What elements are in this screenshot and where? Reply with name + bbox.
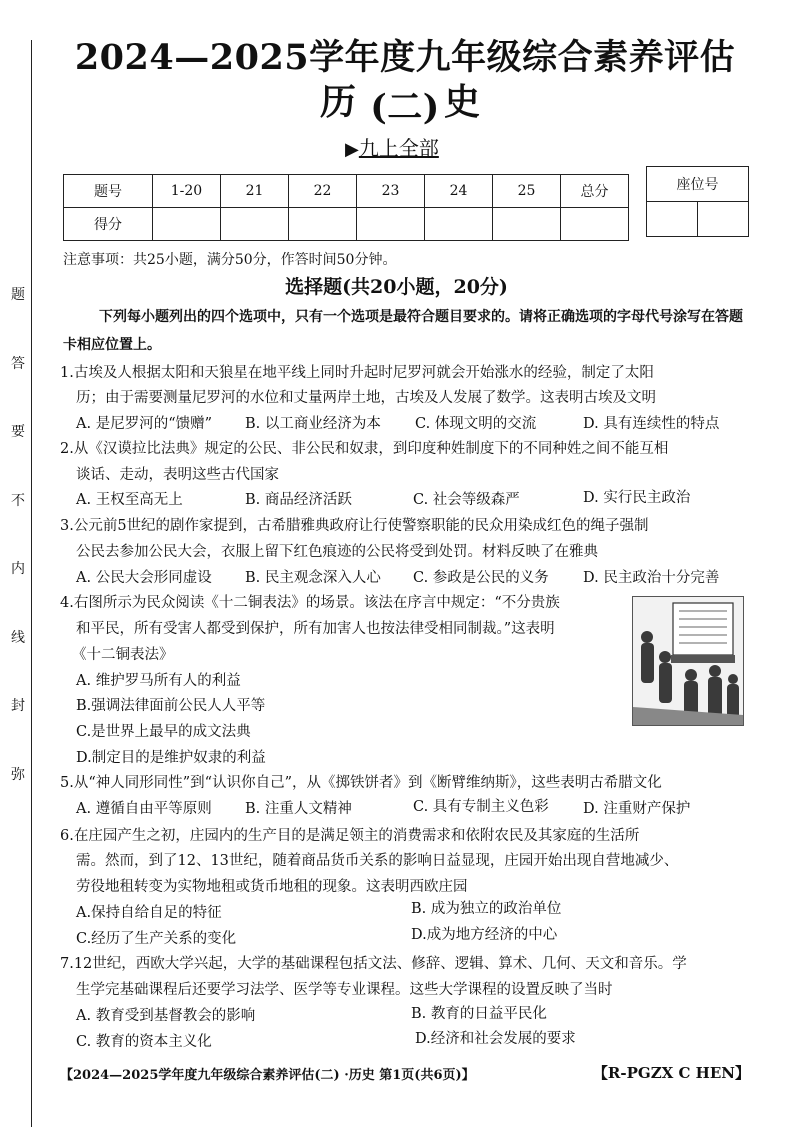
- question-7-text: 7.12世纪，西欧大学兴起，大学的基础课程包括文法、修辞、逻辑、算术、几何、天文和音乐。学: [60, 956, 687, 972]
- section-title: 选择题(共20小题，20分): [285, 276, 508, 298]
- option-d[interactable]: D. 实行民主政治: [583, 490, 691, 506]
- footer-left: 【2024—2025学年度九年级综合素养评估(二) ·历史 第1页(共6页)】: [60, 1068, 475, 1083]
- score-cell[interactable]: [221, 208, 289, 241]
- option-a[interactable]: A. 公民大会形同虚设: [76, 570, 212, 586]
- twelve-tables-illustration: [632, 596, 744, 726]
- exam-scope: [345, 132, 439, 161]
- question-2-text: 2.从《汉谟拉比法典》规定的公民、非公民和奴隶，到印度种姓制度下的不同种姓之间不能互相: [60, 441, 669, 457]
- table-row: [64, 175, 629, 208]
- exam-title: 2024—2025学年度九年级综合素养评估(二): [74, 37, 736, 128]
- table-cell: 25: [493, 175, 561, 208]
- question-4-text: 4.右图所示为民众阅读《十二铜表法》的场景。该法在序言中规定：“不分贵族: [60, 595, 560, 611]
- option-c[interactable]: C.是世界上最早的成文法典: [76, 724, 251, 740]
- question-6-text: 6.在庄园产生之初，庄园内的生产目的是满足领主的消费需求和依附农民及其家庭的生活所: [60, 828, 640, 844]
- footer-code: 【R-PGZX C HEN】: [592, 1064, 750, 1082]
- question-6-text: 需。然而，到了12、13世纪，随着商品货币关系的影响日益显现，庄园开始出现自营地减少、: [76, 853, 679, 869]
- table-row: [64, 208, 629, 241]
- option-a[interactable]: A. 维护罗马所有人的利益: [76, 673, 241, 689]
- option-d[interactable]: D.制定目的是维护奴隶的利益: [76, 750, 266, 766]
- question-7-text: 生学完基础课程后还要学习法学、医学等专业课程。这些大学课程的设置反映了当时: [76, 982, 613, 998]
- scope-text: 九上全部: [358, 136, 439, 160]
- table-cell: 23: [357, 175, 425, 208]
- table-cell: 21: [221, 175, 289, 208]
- seat-label: 座位号: [647, 167, 749, 202]
- option-c[interactable]: C.经历了生产关系的变化: [76, 931, 237, 947]
- seal-line-text: [8, 288, 28, 836]
- option-a[interactable]: A. 王权至高无上: [76, 492, 183, 508]
- score-cell[interactable]: [425, 208, 493, 241]
- question-1-text: 历；由于需要测量尼罗河的水位和丈量两岸土地，古埃及人发展了数学。这表明古埃及文明: [76, 390, 656, 406]
- seat-cell[interactable]: [698, 202, 749, 237]
- table-cell: 1-20: [153, 175, 221, 208]
- option-c[interactable]: C. 具有专制主义色彩: [413, 799, 549, 815]
- table-cell: 题号: [64, 175, 153, 208]
- exam-subject: [320, 74, 480, 125]
- score-cell[interactable]: [153, 208, 221, 241]
- question-1-text: 1.古埃及人根据太阳和天狼星在地平线上同时升起时尼罗河就会开始涨水的经验，制定了太阳: [60, 365, 654, 381]
- score-table: [63, 174, 629, 241]
- option-c[interactable]: C. 教育的资本主义化: [76, 1034, 212, 1050]
- option-b[interactable]: B.强调法律面前公民人人平等: [76, 698, 266, 714]
- question-3-text: 3.公元前5世纪的剧作家提到，古希腊雅典政府让行使警察职能的民众用染成红色的绳子强制: [60, 518, 649, 534]
- question-2-text: 谈话、走动，表明这些古代国家: [76, 467, 279, 483]
- option-b[interactable]: B. 民主观念深入人心: [245, 570, 381, 586]
- subject-char: 史: [443, 81, 480, 123]
- score-cell[interactable]: [493, 208, 561, 241]
- binding-margin-line: [31, 40, 32, 1127]
- score-cell[interactable]: [357, 208, 425, 241]
- option-a[interactable]: A. 教育受到基督教会的影响: [76, 1008, 256, 1024]
- option-c[interactable]: C. 社会等级森严: [413, 492, 520, 508]
- seal-char: 不: [11, 492, 25, 509]
- subject-char: 历: [320, 81, 357, 123]
- seal-char: 答: [11, 355, 25, 372]
- option-d[interactable]: D. 民主政治十分完善: [583, 570, 720, 586]
- triangle-right-icon: ▶: [345, 139, 359, 160]
- option-b[interactable]: B. 注重人文精神: [245, 801, 352, 817]
- question-5-text: 5.从“神人同形同性”到“认识你自己”，从《掷铁饼者》到《断臂维纳斯》，这些表明古希腊文化: [60, 775, 662, 791]
- page-footer: [60, 1064, 750, 1083]
- question-4-text: 和平民，所有受害人都受到保护，所有加害人也按法律受相同制裁。”这表明: [76, 621, 555, 637]
- notice: 注意事项：共25小题，满分50分，作答时间50分钟。: [63, 252, 397, 268]
- seat-cell[interactable]: [647, 202, 698, 237]
- question-6-text: 劳役地租转变为实物地租或货币地租的现象。这表明西欧庄园: [76, 879, 468, 895]
- option-b[interactable]: B. 以工商业经济为本: [245, 416, 381, 432]
- question-4-text: 《十二铜表法》: [72, 647, 174, 663]
- option-d[interactable]: D. 注重财产保护: [583, 801, 691, 817]
- option-a[interactable]: A.保持自给自足的特征: [76, 905, 222, 921]
- question-3-text: 公民去参加公民大会，衣服上留下红色痕迹的公民将受到处罚。材料反映了在雅典: [76, 544, 598, 560]
- score-cell[interactable]: [289, 208, 357, 241]
- seal-char: 线: [11, 629, 25, 646]
- table-cell: 24: [425, 175, 493, 208]
- seal-char: 要: [11, 424, 25, 440]
- seal-char: 题: [11, 287, 25, 303]
- option-a[interactable]: A. 是尼罗河的“馈赠”: [76, 416, 213, 432]
- seat-number-table: [646, 166, 749, 237]
- option-b[interactable]: B. 成为独立的政治单位: [411, 901, 562, 917]
- table-cell: 总分: [561, 175, 629, 208]
- option-c[interactable]: C. 参政是公民的义务: [413, 570, 549, 586]
- table-cell: 得分: [64, 208, 153, 241]
- option-c[interactable]: C. 体现文明的交流: [415, 416, 537, 432]
- instructions: 下列每小题列出的四个选项中，只有一个选项是最符合题目要求的。请将正确选项的字母代号涂写在答题卡相应位置上。: [63, 309, 743, 353]
- option-b[interactable]: B. 商品经济活跃: [245, 492, 352, 508]
- option-d[interactable]: D.经济和社会发展的要求: [415, 1031, 576, 1047]
- option-d[interactable]: D. 具有连续性的特点: [583, 416, 720, 432]
- seal-char: 封: [11, 698, 25, 714]
- seal-char: 内: [11, 561, 25, 577]
- option-b[interactable]: B. 教育的日益平民化: [411, 1006, 547, 1022]
- option-d[interactable]: D.成为地方经济的中心: [411, 927, 558, 943]
- seal-char: 弥: [11, 766, 25, 783]
- option-a[interactable]: A. 遵循自由平等原则: [76, 801, 212, 817]
- table-cell: 22: [289, 175, 357, 208]
- score-cell[interactable]: [561, 208, 629, 241]
